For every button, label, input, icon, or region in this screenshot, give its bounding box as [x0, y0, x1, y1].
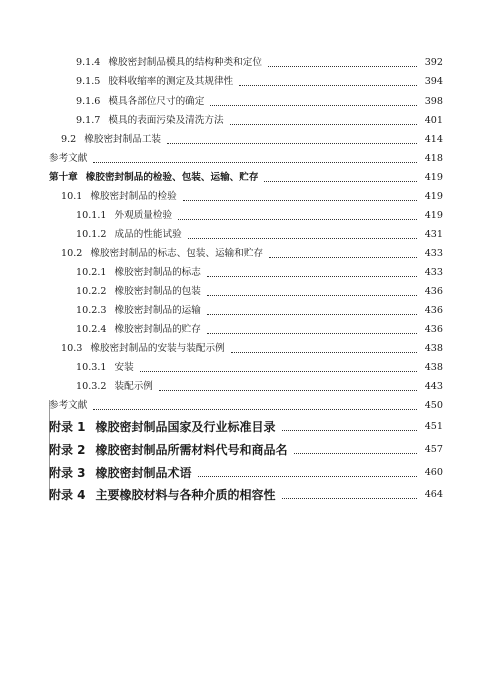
toc-entry-appendix-1[interactable] — [49, 417, 443, 437]
toc-number: 9.1.6 — [76, 96, 101, 107]
toc-entry-appendix-4[interactable] — [49, 485, 443, 505]
toc-page-number: 457 — [424, 444, 443, 455]
toc-number: 10.2 — [61, 248, 83, 259]
toc-number: 10.2.2 — [76, 286, 107, 297]
toc-title: 橡胶密封制品国家及行业标准目录 — [95, 420, 276, 434]
toc-page-number: 433 — [424, 267, 443, 278]
toc-number: 10.3 — [61, 343, 83, 354]
toc-page-number: 419 — [424, 191, 443, 202]
toc-title: 参考文献 — [49, 400, 88, 411]
toc-number: 10.1.2 — [76, 229, 107, 240]
toc-number: 9.1.4 — [76, 57, 101, 68]
toc-number: 附录 2 — [49, 443, 86, 457]
toc-page-number: 443 — [424, 381, 443, 392]
dot-leader — [207, 313, 417, 315]
toc-number: 10.3.2 — [76, 381, 107, 392]
toc-page-number: 438 — [424, 343, 443, 354]
toc-page-number: 431 — [424, 229, 443, 240]
toc-title: 橡胶密封制品的检验、包装、运输、贮存 — [85, 172, 259, 183]
toc-entry-9-1-4[interactable] — [76, 54, 443, 71]
toc-title: 橡胶密封制品所需材料代号和商品名 — [95, 443, 288, 457]
toc-entry-10-3-2[interactable] — [76, 378, 443, 395]
toc-title: 模具的表面污染及清洗方法 — [108, 115, 224, 126]
toc-entry-chapter-10[interactable] — [49, 169, 443, 186]
toc-page-number: 394 — [424, 76, 443, 87]
toc-number: 附录 4 — [49, 488, 86, 502]
toc-title: 橡胶密封制品的检验 — [90, 191, 177, 202]
toc-page-number: 401 — [424, 115, 443, 126]
toc-title: 橡胶密封制品术语 — [95, 466, 192, 480]
toc-page-number: 464 — [424, 489, 443, 500]
toc-page-number: 436 — [424, 305, 443, 316]
toc-page-number: 436 — [424, 324, 443, 335]
toc-title: 胶料收缩率的测定及其规律性 — [108, 76, 234, 87]
toc-title: 橡胶密封制品工装 — [84, 134, 162, 145]
toc-page-number: 451 — [424, 421, 443, 432]
dot-leader — [159, 389, 417, 391]
toc-number: 10.1.1 — [76, 210, 107, 221]
dot-leader — [140, 370, 417, 372]
toc-entry-9-1-7[interactable] — [76, 112, 443, 129]
toc-entry-9-2[interactable] — [61, 131, 443, 148]
toc-number: 9.1.5 — [76, 76, 101, 87]
toc-number: 9.1.7 — [76, 115, 101, 126]
toc-number: 10.3.1 — [76, 362, 107, 373]
toc-page-number: 419 — [424, 210, 443, 221]
dot-leader — [207, 294, 417, 296]
dot-leader — [282, 429, 417, 431]
toc-entry-10-2-3[interactable] — [76, 302, 443, 319]
toc-number: 10.2.1 — [76, 267, 107, 278]
toc-title: 模具各部位尺寸的确定 — [108, 96, 205, 107]
toc-entry-10-2-1[interactable] — [76, 264, 443, 281]
toc-entry-references-10[interactable] — [49, 397, 443, 414]
toc-entry-10-2[interactable] — [61, 245, 443, 262]
dot-leader — [178, 218, 417, 220]
toc-page-number: 433 — [424, 248, 443, 259]
dot-leader — [93, 408, 417, 410]
dot-leader — [282, 497, 417, 499]
toc-number: 10.2.3 — [76, 305, 107, 316]
toc-page-number: 436 — [424, 286, 443, 297]
toc-entry-10-2-2[interactable] — [76, 283, 443, 300]
toc-entry-10-3-1[interactable] — [76, 359, 443, 376]
toc-entry-appendix-3[interactable] — [49, 463, 443, 483]
toc-title: 装配示例 — [114, 381, 153, 392]
toc-title: 橡胶密封制品的包装 — [114, 286, 201, 297]
dot-leader — [269, 256, 417, 258]
toc-page-number: 419 — [424, 172, 443, 183]
toc-entry-10-3[interactable] — [61, 340, 443, 357]
dot-leader — [268, 65, 417, 67]
toc-entry-10-2-4[interactable] — [76, 321, 443, 338]
toc-entry-9-1-5[interactable] — [76, 73, 443, 90]
dot-leader — [183, 199, 417, 201]
toc-title: 橡胶密封制品的贮存 — [114, 324, 201, 335]
toc-number: 10.2.4 — [76, 324, 107, 335]
toc-title: 成品的性能试验 — [114, 229, 182, 240]
dot-leader — [230, 123, 417, 125]
dot-leader — [207, 275, 417, 277]
toc-title: 橡胶密封制品的运输 — [114, 305, 201, 316]
toc-title: 参考文献 — [49, 153, 88, 164]
toc-title: 橡胶密封制品的安装与装配示例 — [90, 343, 225, 354]
toc-number: 9.2 — [61, 134, 77, 145]
toc-entry-appendix-2[interactable] — [49, 440, 443, 460]
toc-page-number: 392 — [424, 57, 443, 68]
toc-number: 附录 3 — [49, 466, 86, 480]
dot-leader — [93, 161, 417, 163]
dot-leader — [264, 180, 417, 182]
toc-page-number: 460 — [424, 467, 443, 478]
dot-leader — [239, 84, 417, 86]
toc-title: 主要橡胶材料与各种介质的相容性 — [95, 488, 276, 502]
toc-number: 10.1 — [61, 191, 83, 202]
toc-title: 橡胶密封制品的标志、包装、运输和贮存 — [90, 248, 264, 259]
toc-entry-references-9[interactable] — [49, 150, 443, 167]
toc-title: 橡胶密封制品模具的结构种类和定位 — [108, 57, 262, 68]
toc-title: 外观质量检验 — [114, 210, 173, 221]
toc-entry-9-1-6[interactable] — [76, 93, 443, 110]
dot-leader — [207, 332, 417, 334]
dot-leader — [210, 104, 417, 106]
dot-leader — [231, 351, 417, 353]
toc-page-number: 450 — [424, 400, 443, 411]
toc-number: 第十章 — [49, 172, 78, 183]
toc-title: 安装 — [114, 362, 134, 373]
toc-page-number: 398 — [424, 96, 443, 107]
toc-page-number: 418 — [424, 153, 443, 164]
toc-entry-10-1[interactable] — [61, 188, 443, 205]
dot-leader — [294, 452, 417, 454]
toc-title: 橡胶密封制品的标志 — [114, 267, 201, 278]
toc-number: 附录 1 — [49, 420, 86, 434]
toc-page-number: 438 — [424, 362, 443, 373]
dot-leader — [188, 237, 417, 239]
toc-page-number: 414 — [424, 134, 443, 145]
dot-leader — [198, 475, 417, 477]
dot-leader — [167, 142, 417, 144]
toc-entry-10-1-1[interactable] — [76, 207, 443, 224]
toc-entry-10-1-2[interactable] — [76, 226, 443, 243]
